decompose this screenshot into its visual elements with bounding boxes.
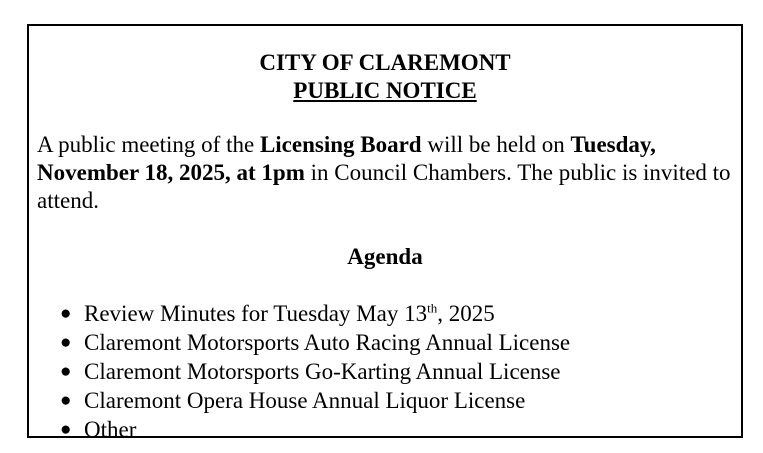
bullet-icon: ● [60,303,72,324]
meeting-announcement [37,131,737,215]
announcement-text-2: will be held on [421,132,571,157]
agenda-item-text: Claremont Opera House Annual Liquor License [84,388,526,413]
agenda-item-text: Review Minutes for Tuesday May 13 [84,301,428,326]
agenda-item [29,299,741,328]
agenda-item [29,386,741,415]
agenda-item [29,328,741,357]
ordinal-suffix: th [427,300,438,316]
public-notice-box [27,24,743,442]
notice-heading: PUBLIC NOTICE [293,78,477,103]
bullet-icon: ● [60,361,72,382]
agenda-item [29,415,741,441]
agenda-item-text: Claremont Motorsports Go-Karting Annual License [84,359,561,384]
meeting-date-time: Tuesday, November 18, 2025, at 1pm [37,132,656,185]
agenda-item-year: , 2025 [437,301,495,326]
bullet-icon: ● [60,419,72,440]
announcement-text-1: A public meeting of the [37,132,260,157]
board-name: Licensing Board [259,132,422,157]
agenda-item [29,357,741,386]
agenda-heading: Agenda [347,244,423,269]
bullet-icon: ● [60,390,72,411]
agenda-list [29,299,741,441]
agenda-item-text: Other [84,417,137,442]
announcement-text-3: in Council Chambers. The public is invited to attend. [37,160,731,213]
city-title: CITY OF CLAREMONT [259,50,511,75]
agenda-item-text: Claremont Motorsports Auto Racing Annual License [84,330,571,355]
bullet-icon: ● [60,332,72,353]
